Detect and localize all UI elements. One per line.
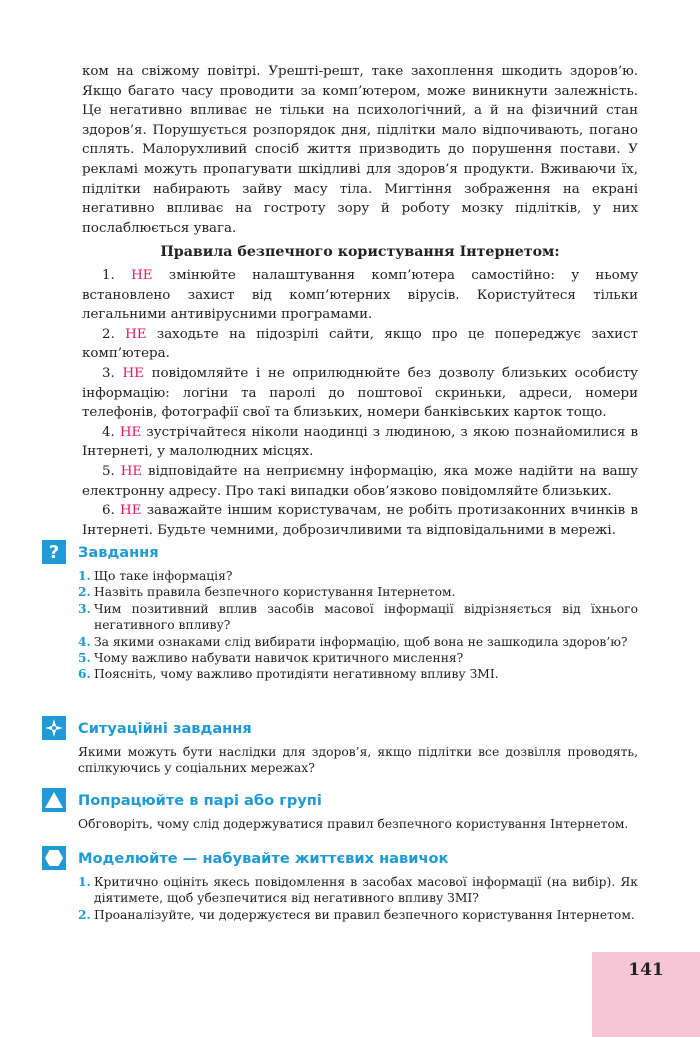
rule-number: 2.: [102, 326, 115, 342]
rule-ne-word: НЕ: [120, 503, 142, 519]
rule-item: [82, 325, 638, 364]
rule-ne-word: НЕ: [125, 326, 147, 342]
item-number: 2.: [78, 906, 91, 922]
item-text: Що таке інформація?: [94, 569, 233, 583]
item-number: 5.: [78, 650, 91, 666]
rule-number: 4.: [102, 424, 115, 440]
rule-ne-word: НЕ: [119, 424, 142, 440]
list-item: [78, 568, 638, 584]
tasks-header: [42, 540, 159, 564]
hexagon-icon: [42, 846, 66, 870]
situational-header: [42, 716, 252, 740]
list-item: [78, 666, 638, 682]
rules-title: Правила безпечного користування Інтернетом:: [160, 244, 560, 260]
rule-text: повідомляйте і не оприлюднюйте без дозволу близьких особисту інформацію: логіни та паролі до поштової скриньки, адреси, номери телефонів, фотографії свої та близьких, номери банківських карток тощо.: [82, 365, 639, 421]
page-number-tab: [592, 952, 700, 1037]
triangle-icon: [42, 788, 66, 812]
tasks-list: [78, 568, 638, 683]
situational-text: Якими можуть бути наслідки для здоров’я, якщо підлітки все дозвілля проводять, спілкуючись у соціальних мережах?: [78, 745, 638, 776]
list-item: [78, 874, 638, 907]
item-number: 2.: [78, 584, 91, 600]
item-text: Чим позитивний вплив засобів масової інформації відрізняється від їхнього негативного впливу?: [94, 601, 638, 633]
rules-list: [82, 266, 638, 540]
rule-item: [82, 501, 638, 540]
rule-number: 1.: [102, 268, 115, 283]
rule-text: відповідайте на неприємну інформацію, яка може надійти на вашу електронну адресу. Про такі випадки обов’язково повідомляйте близьких.: [82, 463, 638, 499]
rule-number: 5.: [102, 463, 115, 479]
rule-item: [82, 462, 638, 501]
modeling-list: [78, 874, 638, 923]
rule-text: заважайте іншим користувачам, не робіть протизаконних вчинків в Інтернеті. Будьте чемними, доброзичливими та відповідальними в мережі.: [82, 503, 638, 538]
item-text: Поясніть, чому важливо протидіяти негативному впливу ЗМІ.: [94, 667, 499, 682]
modeling-header: [42, 846, 448, 870]
item-number: 1.: [78, 874, 91, 889]
item-text: Проаналізуйте, чи додержуєтеся ви правил безпечного користування Інтернетом.: [94, 907, 635, 922]
rule-number: 6.: [102, 503, 115, 519]
item-text: За якими ознаками слід вибирати інформацію, щоб вона не зашкодила здоров’ю?: [94, 634, 628, 649]
rule-item: [82, 266, 638, 325]
item-number: 1.: [78, 568, 91, 583]
rule-item: [82, 423, 638, 462]
rule-ne-word: НЕ: [122, 365, 144, 381]
intro-paragraph: ком на свіжому повітрі. Урешті-решт, таке захоплення шкодить здоров’ю. Якщо багато часу проводити за комп’ютером, може виникнути залежність. Це негативно впливає не тільки на психологічний, а й на фізичний стан здоров’я. Порушується розпорядок дня, підлітки мало відпочивають, погано сплять. Малорухливий спосіб життя призводить до порушення постави. У рекламі можуть пропагувати шкідливі для здоров’я продукти. Вживаючи їх, підлітки набирають зайву масу тіла. Мигтіння зображення на екрані негативно впливає на гостроту зору й роботу мозку підлітків, у них послаблюється увага.: [82, 64, 638, 236]
rule-ne-word: НЕ: [120, 463, 143, 479]
rule-text: заходьте на підозрілі сайти, якщо про це попереджує захист комп’ютера.: [82, 326, 638, 362]
situational-title: Ситуаційні завдання: [78, 719, 252, 737]
list-item: [78, 634, 638, 650]
rule-number: 3.: [102, 365, 115, 381]
pair-work-title: Попрацюйте в парі або групі: [78, 791, 322, 809]
item-text: Критично оцініть якесь повідомлення в засобах масової інформації (на вибір). Як діятимете, щоб убезпечитися від негативного впливу ЗМІ?: [94, 875, 638, 906]
page-number: 141: [628, 960, 664, 980]
pair-work-header: [42, 788, 322, 812]
item-text: Назвіть правила безпечного користування Інтернетом.: [94, 585, 456, 600]
rule-text: зустрічайтеся ніколи наодинці з людиною, з якою познайомилися в Інтернеті, у малолюдних місцях.: [82, 424, 638, 460]
modeling-title: Моделюйте — набувайте життєвих навичок: [78, 849, 449, 867]
item-number: 6.: [78, 666, 91, 682]
list-item: [78, 650, 638, 666]
list-item: [78, 584, 638, 600]
pair-work-text: Обговоріть, чому слід додержуватися правил безпечного користування Інтернетом.: [78, 817, 629, 831]
item-number: 3.: [78, 600, 91, 616]
rule-item: [82, 364, 638, 423]
item-text: Чому важливо набувати навичок критичного мислення?: [94, 651, 464, 666]
tasks-title: Завдання: [78, 543, 159, 561]
rule-ne-word: НЕ: [131, 268, 153, 283]
list-item: [78, 601, 638, 634]
item-number: 4.: [78, 633, 91, 649]
question-icon: ?: [42, 540, 66, 564]
rule-text: змінюйте налаштування комп’ютера самостійно: у ньому встановлено захист від комп’ютерних вірусів. Користуйтеся тільки легальними антивірусними програмами.: [82, 268, 638, 323]
compass-star-icon: [42, 716, 66, 740]
list-item: [78, 907, 638, 923]
